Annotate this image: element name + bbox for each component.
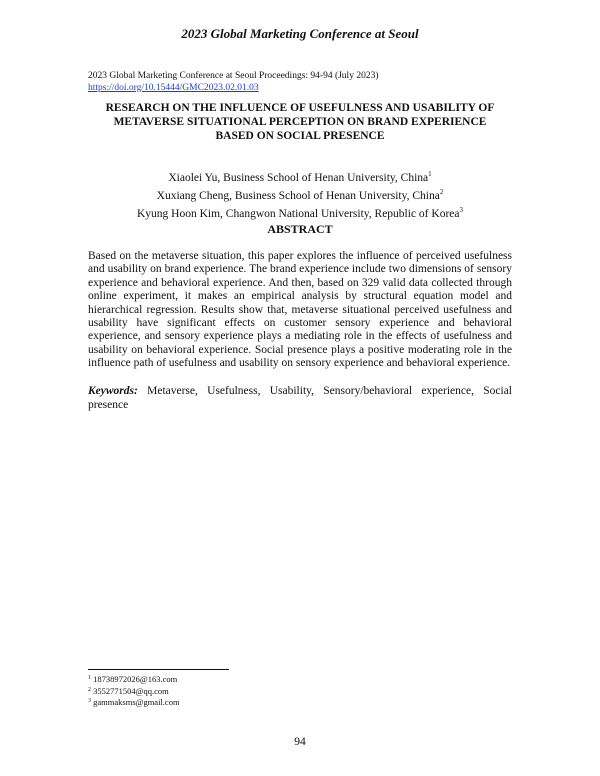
footnote (88, 696, 388, 708)
keywords-block (88, 385, 512, 412)
footnote-mark: 1 (88, 675, 91, 681)
doi-link[interactable]: https://doi.org/10.15444/GMC2023.02.01.03 (88, 82, 259, 93)
author-affiliation: Xuxiang Cheng, Business School of Henan University, China (156, 190, 440, 202)
proceedings-citation: 2023 Global Marketing Conference at Seoul Proceedings: 94-94 (July 2023) (88, 71, 379, 81)
footnote-mark: 2 (439, 188, 444, 196)
footnote-mark: 1 (428, 170, 432, 178)
running-header: 2023 Global Marketing Conference at Seoul (181, 26, 419, 41)
keywords-label: Keywords: (88, 385, 138, 397)
footnote (88, 685, 388, 697)
footnote-email: 18738972026@163.com (93, 674, 178, 684)
paper-title (88, 101, 512, 143)
title-line: METAVERSE SITUATIONAL PERCEPTION ON BRAND EXPERIENCE (113, 116, 487, 128)
page-number: 94 (294, 736, 306, 748)
footnote (88, 673, 388, 685)
author-line (88, 203, 512, 221)
author-line (88, 185, 512, 203)
footnote-mark: 3 (459, 206, 463, 214)
footnotes (88, 673, 388, 708)
title-line: BASED ON SOCIAL PRESENCE (215, 130, 385, 142)
keywords-text: Metaverse, Usefulness, Usability, Sensory/behavioral experience, Social presence (88, 385, 512, 411)
footnote-email: 3552771504@qq.com (93, 685, 169, 696)
abstract-body: Based on the metaverse situation, this paper explores the influence of perceived usefulness and usability on brand experience. The brand experience include two dimensions of sensory experience and behavioral experience. And then, based on 329 valid data collected through online experiment, it makes an empirical analysis by structural equation model and hierarchical regression. Results show that, metaverse situational perceived usefulness and usability have significant effects on customer sensory experience and behavioral experience, and sensory experience plays a mediating role in the effects of usefulness and usability on behavioral experience. Social presence plays a positive moderating role in the influence path of usefulness and usability on sensory experience and behavioral experience. (88, 250, 512, 370)
title-line: RESEARCH ON THE INFLUENCE OF USEFULNESS AND USABILITY OF (105, 102, 495, 114)
author-line (88, 167, 512, 185)
footnote-mark: 3 (88, 698, 91, 704)
author-affiliation: Kyung Hoon Kim, Changwon National University, Republic of Korea (137, 208, 460, 220)
footnote-email: gammaksms@gmail.com (93, 697, 180, 707)
abstract-heading: ABSTRACT (267, 222, 333, 236)
author-affiliation: Xiaolei Yu, Business School of Henan University, China (168, 172, 429, 184)
footnote-divider (88, 669, 229, 670)
author-list (88, 167, 512, 221)
proceedings-citation-block (88, 71, 518, 94)
footnote-mark: 2 (88, 686, 91, 693)
